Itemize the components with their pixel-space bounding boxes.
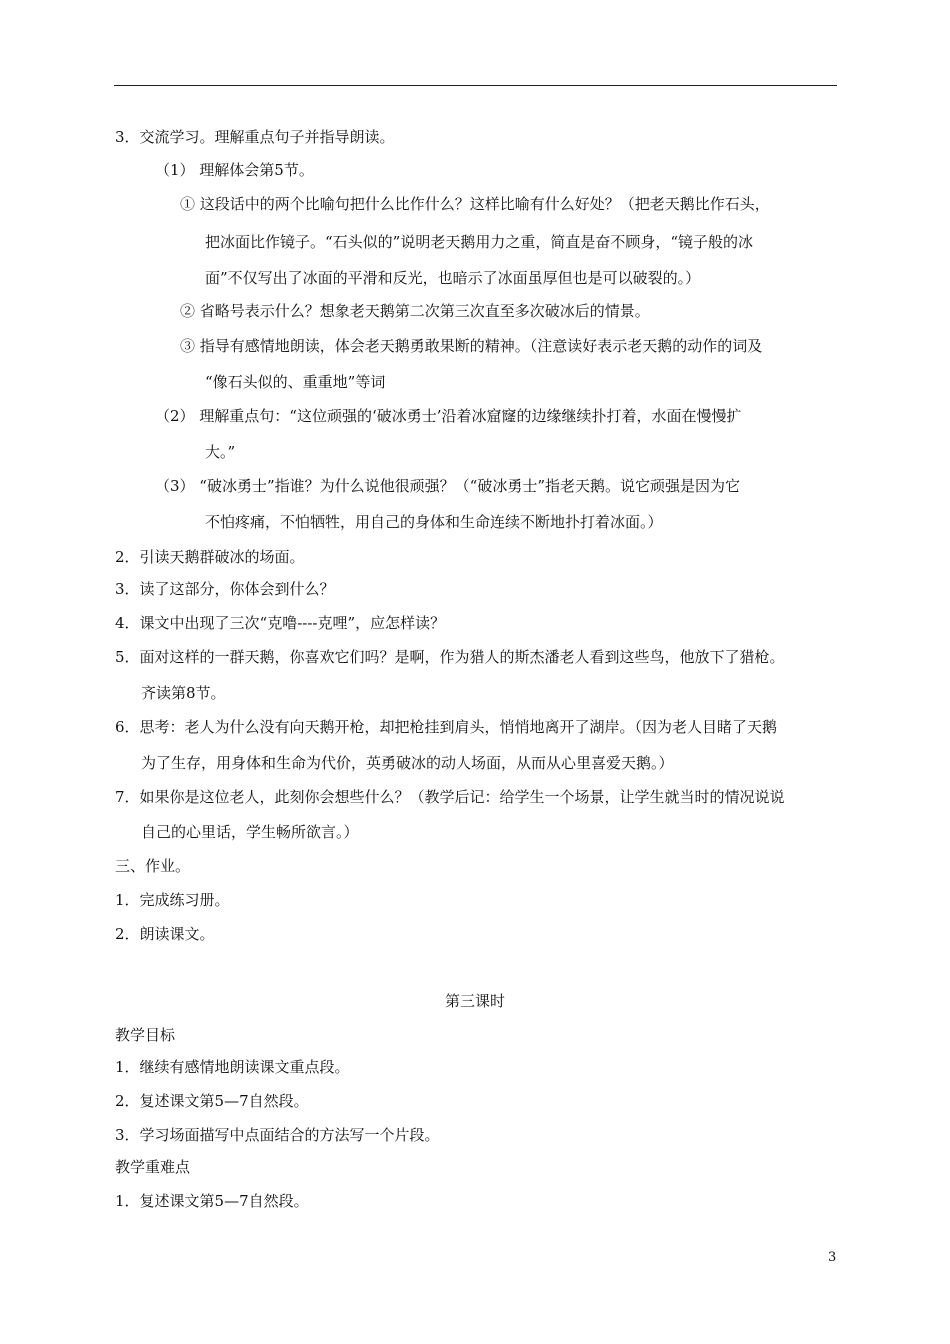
text-line: ③ 指导有感情地朗读，体会老天鹅勇敢果断的精神。（注意读好表示老天鹅的动作的词及 xyxy=(180,337,763,355)
text-line: 5．面对这样的一群天鹅，你喜欢它们吗？是啊，作为猎人的斯杰潘老人看到这些鸟，他放下了猎枪。 xyxy=(115,648,785,666)
section-heading: 教学重难点 xyxy=(115,1158,191,1176)
header-rule xyxy=(114,85,837,86)
text-line: 3．学习场面描写中点面结合的方法写一个片段。 xyxy=(115,1126,440,1144)
text-line: 为了生存，用身体和生命为代价，英勇破冰的动人场面，从而从心里喜爱天鹅。） xyxy=(141,754,674,772)
text-line: 4．课文中出现了三次“克噜----克哩”，应怎样读？ xyxy=(115,614,446,632)
text-line: ② 省略号表示什么？想象老天鹅第二次第三次直至多次破冰后的情景。 xyxy=(180,302,650,320)
lesson-title: 第三课时 xyxy=(444,992,505,1010)
text-line: 大。” xyxy=(205,443,236,461)
text-line: 把冰面比作镜子。“石头似的”说明老天鹅用力之重，简直是奋不顾身，“镜子般的冰 xyxy=(205,233,754,251)
section-heading: 三、作业。 xyxy=(115,857,191,875)
text-line: 2．引读天鹅群破冰的场面。 xyxy=(115,548,305,566)
section-heading: 教学目标 xyxy=(115,1026,176,1044)
text-line: （2） 理解重点句：“这位顽强的‘破冰勇士’沿着冰窟窿的边缘继续扑打着，水面在慢慢扩 xyxy=(155,407,742,425)
text-line: 2．朗读课文。 xyxy=(115,925,215,943)
text-line: 自己的心里话，学生畅所欲言。） xyxy=(141,823,359,841)
page-number: 3 xyxy=(828,1250,837,1265)
text-line: 1．复述课文第5—7自然段。 xyxy=(115,1192,309,1210)
text-line: 7．如果你是这位老人，此刻你会想些什么？（教学后记：给学生一个场景，让学生就当时的情况说说 xyxy=(115,788,785,806)
text-line: ① 这段话中的两个比喻句把什么比作什么？这样比喻有什么好处？（把老天鹅比作石头， xyxy=(180,195,770,213)
text-line: 1．完成练习册。 xyxy=(115,891,230,909)
text-line: 2．复述课文第5—7自然段。 xyxy=(115,1092,309,1110)
text-line: （3） “破冰勇士”指谁？为什么说他很顽强？（“破冰勇士”指老天鹅。说它顽强是因为它 xyxy=(155,477,740,495)
text-line: 不怕疼痛，不怕牺牲，用自己的身体和生命连续不断地扑打着冰面。） xyxy=(205,513,663,531)
text-line: 3．交流学习。理解重点句子并指导朗读。 xyxy=(115,128,395,146)
text-line: 1．继续有感情地朗读课文重点段。 xyxy=(115,1058,350,1076)
text-line: （1） 理解体会第5节。 xyxy=(155,161,314,179)
text-line: “像石头似的、重重地”等词 xyxy=(205,373,386,391)
text-line: 3．读了这部分，你体会到什么？ xyxy=(115,580,335,598)
text-line: 6．思考：老人为什么没有向天鹅开枪，却把枪挂到肩头，悄悄地离开了湖岸。（因为老人目睹了天鹅 xyxy=(115,718,778,736)
text-line: 面”不仅写出了冰面的平滑和反光，也暗示了冰面虽厚但也是可以破裂的。） xyxy=(205,269,701,287)
text-line: 齐读第8节。 xyxy=(141,684,226,702)
